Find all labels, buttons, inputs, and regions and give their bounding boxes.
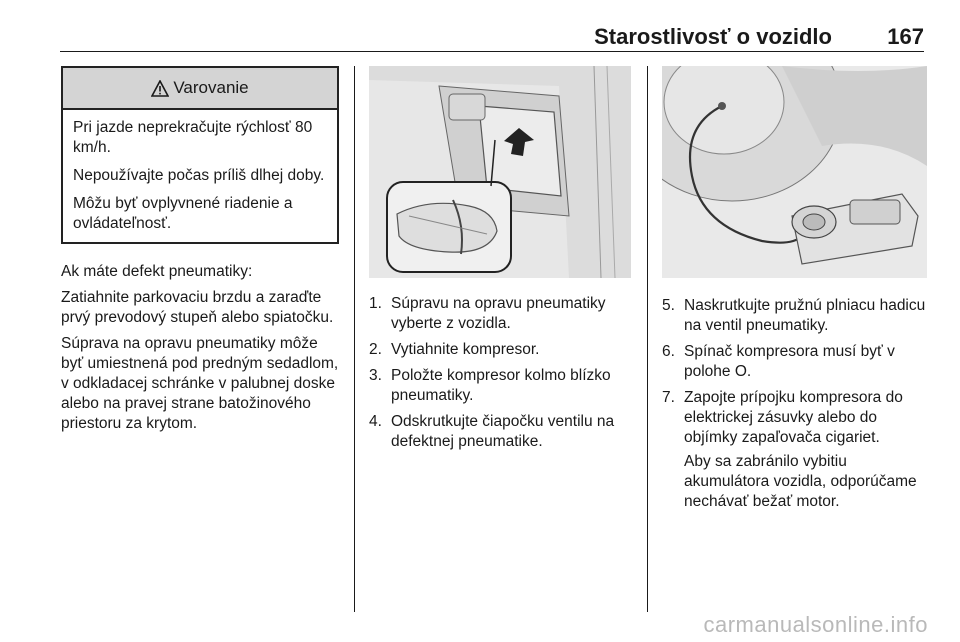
list-item: [369, 412, 632, 452]
list-item: [369, 366, 632, 406]
page-title: Starostlivosť o vozidlo: [594, 24, 832, 49]
list-item: [662, 388, 928, 512]
list-item: [369, 340, 632, 360]
header-rule: [60, 51, 924, 52]
warning-body: [63, 110, 337, 242]
warning-header: [63, 68, 337, 110]
page-header: [60, 20, 924, 50]
step-text: Naskrutkujte pružnú plniacu hadicu na ventil pneumatiky.: [684, 297, 926, 334]
compressor-connection-illustration: [662, 66, 927, 278]
warning-title: Varovanie: [173, 78, 249, 97]
body-paragraph: Zatiahnite parkovaciu brzdu a zaraďte prvý prevodový stupeň alebo spiatočku.: [61, 289, 334, 326]
list-item: [662, 342, 928, 382]
step-number: 7.: [662, 389, 675, 406]
step-number: 6.: [662, 343, 675, 360]
body-paragraph: Ak máte defekt pneumatiky:: [61, 263, 253, 280]
list-item: [662, 296, 928, 336]
step-number: 5.: [662, 297, 675, 314]
step-number: 2.: [369, 341, 382, 358]
step-text: Vytiahnite kompresor.: [391, 341, 540, 358]
step-text: Zapojte prípojku kompresora do elektrickej zásuvky alebo do objímky zapaľovača cigariet.: [684, 389, 903, 446]
step-number: 3.: [369, 367, 382, 384]
warning-triangle-icon: [151, 80, 169, 97]
step-number: 4.: [369, 413, 382, 430]
warning-box: [61, 66, 339, 244]
step-text: Odskrutkujte čiapočku ventilu na defektnej pneumatike.: [391, 413, 615, 450]
trunk-compartment-illustration: [369, 66, 631, 278]
list-item: [369, 294, 632, 334]
watermark: carmanualsonline.info: [703, 612, 928, 637]
column-divider: [647, 66, 648, 612]
warning-paragraph: Môžu byť ovplyvnené riadenie a ovládateľnosť.: [73, 195, 293, 232]
instruction-list: [662, 296, 928, 512]
step-text: Spínač kompresora musí byť v polohe O.: [684, 343, 895, 380]
step-note: Aby sa zabránilo vybitiu akumulátora vozidla, odporúčame nechávať bežať motor.: [684, 453, 917, 510]
instruction-list: [369, 294, 632, 452]
page-number: 167: [887, 24, 924, 49]
middle-column: [369, 66, 632, 458]
warning-paragraph: Pri jazde neprekračujte rýchlosť 80 km/h.: [73, 119, 313, 156]
step-number: 1.: [369, 295, 382, 312]
step-text: Súpravu na opravu pneumatiky vyberte z vozidla.: [391, 295, 606, 332]
left-body-text: [61, 262, 343, 434]
left-column: [61, 66, 343, 440]
column-divider: [354, 66, 355, 612]
warning-paragraph: Nepoužívajte počas príliš dlhej doby.: [73, 167, 325, 184]
step-text: Položte kompresor kolmo blízko pneumatiky.: [391, 367, 611, 404]
right-column: [662, 66, 928, 518]
body-paragraph: Súprava na opravu pneumatiky môže byť umiestnená pod predným sedadlom, v odkladacej schránke v palubnej doske alebo na pravej strane batožinového priestoru za krytom.: [61, 335, 339, 432]
